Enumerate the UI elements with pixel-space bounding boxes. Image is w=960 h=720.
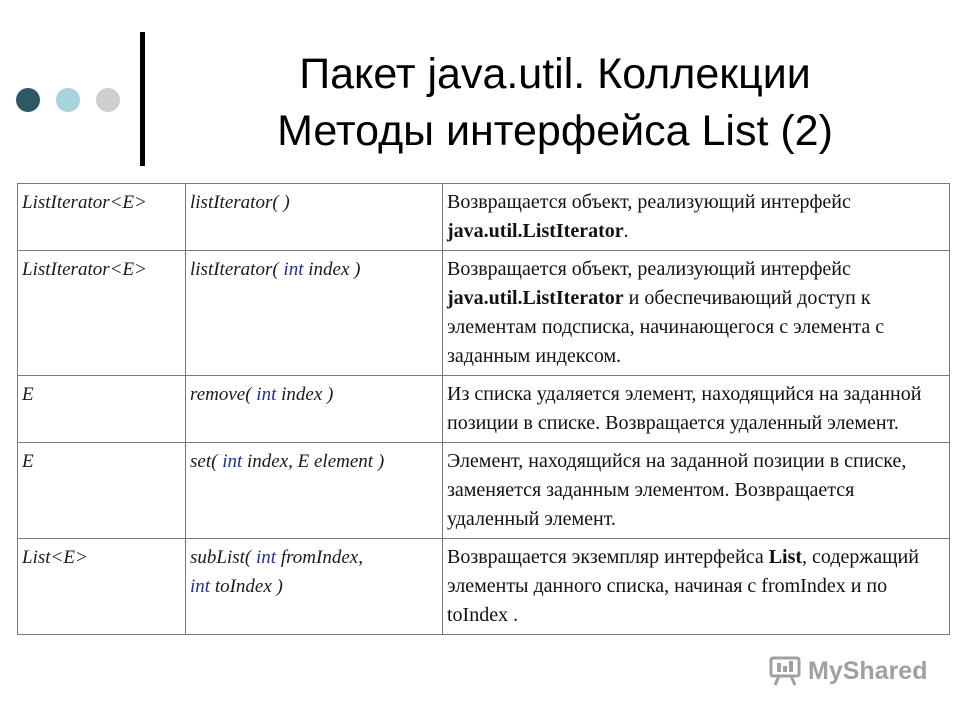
description-bold: java.util.ListIterator — [447, 287, 624, 309]
return-type: E — [18, 376, 186, 443]
keyword-int: int — [222, 451, 243, 472]
dot-dark — [16, 88, 40, 112]
method-description — [443, 539, 950, 635]
keyword-int: int — [256, 547, 277, 568]
signature-text: listIterator( — [190, 259, 284, 280]
table-row — [18, 539, 950, 635]
table-row — [18, 251, 950, 376]
description-bold: java.util.ListIterator — [447, 220, 624, 242]
methods-table — [17, 183, 950, 635]
table-row — [18, 376, 950, 443]
title-line-1: Пакет java.util. Коллекции — [299, 50, 811, 98]
description-text: , содержащий элементы данного списка, начиная с fromIndex и по toIndex . — [447, 546, 919, 626]
signature-text: index ) — [276, 384, 334, 405]
return-type: E — [18, 443, 186, 539]
signature-text: set( — [190, 451, 223, 472]
description-text: Возвращается объект, реализующий интерфейс — [447, 191, 851, 213]
signature-text: subList( — [190, 547, 256, 568]
signature-text: index, E element ) — [242, 451, 385, 472]
slide-title — [150, 46, 960, 160]
projector-icon — [768, 656, 802, 686]
table-row — [18, 184, 950, 251]
method-signature — [186, 443, 443, 539]
keyword-int: int — [283, 259, 304, 280]
logo-text: MyShared — [808, 656, 928, 685]
return-type: List<E> — [18, 539, 186, 635]
method-signature — [186, 184, 443, 251]
return-type: ListIterator<E> — [18, 184, 186, 251]
signature-text: remove( — [190, 384, 257, 405]
myshared-logo — [768, 656, 927, 686]
title-line-2: Методы интерфейса List (2) — [277, 107, 833, 155]
dot-light-blue — [56, 88, 80, 112]
description-text: и обеспечивающий доступ к элементам подсписка, начинающегося с элемента с заданным индексом. — [447, 287, 885, 367]
description-text: Элемент, находящийся на заданной позиции в списке, заменяется заданным элементом. Возвращается удаленный элемент. — [447, 450, 907, 530]
method-description — [443, 251, 950, 376]
description-text: Возвращается экземпляр интерфейса — [447, 546, 769, 568]
signature-text: index ) — [303, 259, 361, 280]
method-description — [443, 184, 950, 251]
method-signature — [186, 251, 443, 376]
keyword-int: int — [190, 576, 211, 597]
table-row — [18, 443, 950, 539]
dot-gray — [96, 88, 120, 112]
description-text: Из списка удаляется элемент, находящийся на заданной позиции в списке. Возвращается удаленный элемент. — [447, 383, 922, 434]
method-signature — [186, 539, 443, 635]
title-divider — [140, 32, 145, 166]
description-text: . — [623, 220, 629, 242]
return-type: ListIterator<E> — [18, 251, 186, 376]
keyword-int: int — [256, 384, 277, 405]
signature-text: listIterator( ) — [190, 192, 290, 213]
description-bold: List — [768, 546, 803, 568]
signature-text: fromIndex, — [276, 547, 363, 568]
method-description — [443, 443, 950, 539]
signature-text: toIndex ) — [210, 576, 283, 597]
decorative-dots — [16, 88, 120, 112]
method-description — [443, 376, 950, 443]
method-signature — [186, 376, 443, 443]
description-text: Возвращается объект, реализующий интерфейс — [447, 258, 851, 280]
